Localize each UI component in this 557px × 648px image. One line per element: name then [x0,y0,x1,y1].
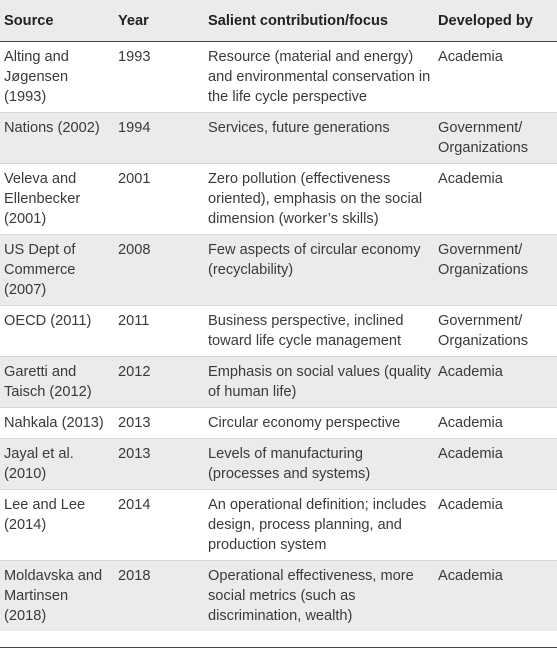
column-header-source: Source [0,0,104,42]
cell-developed-by: Academia [438,164,557,235]
cell-year: 2018 [118,568,151,584]
cell-focus: Circular economy perspective [200,408,438,439]
column-header-focus: Salient contribution/focus [200,0,438,42]
table-row [0,357,557,408]
cell-developed-by: Academia [438,568,503,584]
cell-year: 2011 [104,306,200,357]
cell-source: Lee and Lee (2014) [0,490,104,561]
cell-source: Alting and Jøgensen (1993) [0,42,104,113]
cell-source: US Dept of Commerce (2007) [0,235,104,306]
cell-focus: Levels of manufacturing (processes and systems) [200,439,438,490]
cell-focus: Business perspective, inclined toward life cycle management [200,306,438,357]
cell-source: Veleva and Ellenbecker (2001) [0,164,104,235]
table-row [0,42,557,113]
cell-focus: Emphasis on social values (quality of human life) [200,357,438,408]
table-row [0,113,557,164]
cell-focus: Resource (material and energy) and environmental conservation in the life cycle perspective [200,42,438,113]
cell-developed-by: Government/ Organizations [438,235,557,306]
table-row [0,561,557,632]
cell-developed-by: Academia [438,42,557,113]
cell-year: 2013 [104,439,200,490]
cell-year: 2012 [104,357,200,408]
header-row [0,0,557,42]
table-header [0,0,557,42]
cell-focus: Few aspects of circular economy (recyclability) [200,235,438,306]
cell-year: 2013 [104,408,200,439]
cell-developed-by: Academia [438,408,557,439]
column-header-developed-by: Developed by [438,0,557,42]
cell-source: OECD (2011) [0,306,104,357]
cell-focus: An operational definition; includes design, process planning, and production system [200,490,438,561]
table-row [0,306,557,357]
table-row [0,408,557,439]
cell-focus: Operational effectiveness, more social metrics (such as discrimination, wealth) [208,568,414,624]
cell-focus: Services, future generations [200,113,438,164]
cell-year: 1994 [104,113,200,164]
cell-focus: Zero pollution (effectiveness oriented), emphasis on the social dimension (worker’s skills) [200,164,438,235]
column-header-year: Year [104,0,200,42]
cell-year: 1993 [104,42,200,113]
cell-year: 2008 [104,235,200,306]
cell-source: Moldavska and Martinsen (2018) [4,568,103,624]
table-row [0,490,557,561]
cell-developed-by: Government/ Organizations [438,113,557,164]
cell-developed-by: Academia [438,439,557,490]
cell-source: Nahkala (2013) [0,408,104,439]
cell-source: Jayal et al. (2010) [0,439,104,490]
cell-developed-by: Academia [438,490,557,561]
table-body [0,42,557,632]
cell-year: 2014 [104,490,200,561]
cell-year: 2001 [104,164,200,235]
table-row [0,235,557,306]
cell-developed-by: Government/ Organizations [438,306,557,357]
cell-source: Garetti and Taisch (2012) [0,357,104,408]
table-row [0,164,557,235]
table-row [0,439,557,490]
cell-developed-by: Academia [438,357,557,408]
cell-source: Nations (2002) [0,113,104,164]
